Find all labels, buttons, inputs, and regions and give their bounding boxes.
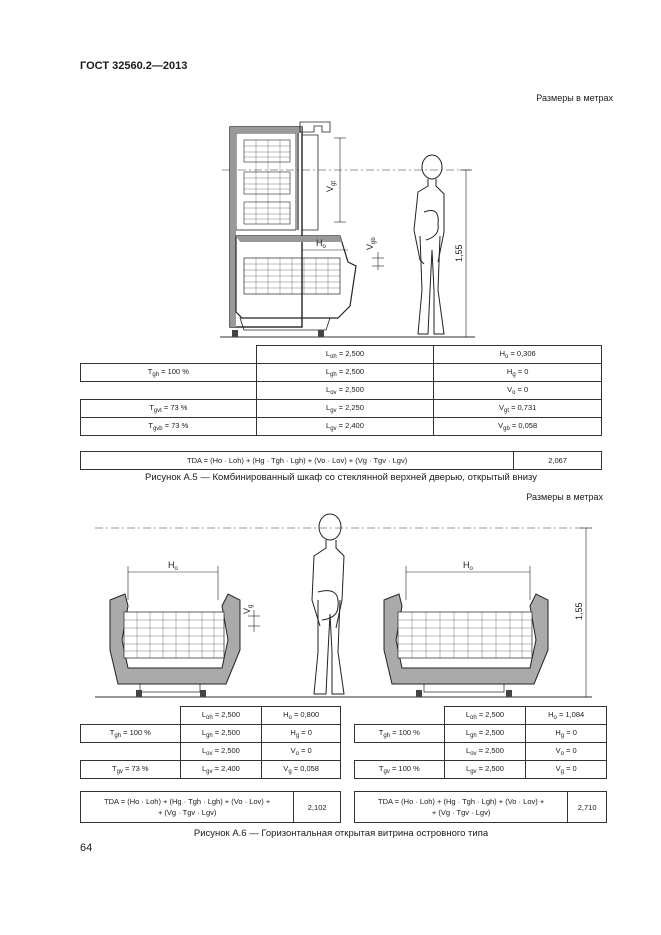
table-row: $L_{ov} = 2,500$ $V_o = 0$ xyxy=(81,382,602,400)
tda-formula xyxy=(355,792,568,823)
tda-row xyxy=(355,792,607,823)
tda-table-a6-right xyxy=(354,791,607,823)
height-label-a5: 1,55 xyxy=(454,244,464,262)
vg-label-a6: $V_g$ xyxy=(242,604,254,614)
table-row: $L_{oh} = 2,500$ $H_o = 0,306$ xyxy=(81,346,602,364)
vgt-label: $V_{gt}$ xyxy=(325,180,337,192)
tda-formula-line1: TDA = (Ho · Loh) + (Hg · Tgh · Lgh) + (Vo · Lov) + xyxy=(378,797,545,806)
tda-table-a6-left xyxy=(80,791,341,823)
table-row: $T_{gh} = 100$ % $L_{gh} = 2,500$ $H_g = 0$ xyxy=(355,725,607,743)
table-row: $L_{ov} = 2,500$ $V_o = 0$ xyxy=(81,743,341,761)
ho-label-a6-left: $H_o$ xyxy=(168,560,178,572)
table-row: $T_{gvt} = 73$ % $L_{gv} = 2,250$ $V_{gt} = 0,731$ xyxy=(81,400,602,418)
dimensions-note-a5: Размеры в метрах xyxy=(536,93,613,103)
caption-a5: Рисунок А.5 — Комбинированный шкаф со стеклянной верхней дверью, открытый внизу xyxy=(144,472,537,483)
tda-value: 2,102 xyxy=(294,792,341,823)
ho-label-a6-right: $H_o$ xyxy=(463,560,473,572)
height-label-a6: 1,55 xyxy=(574,602,584,620)
table-row: $T_{gv} = 100$ % $L_{gv} = 2,500$ $V_g = 0$ xyxy=(355,761,607,779)
table-row: $L_{ov} = 2,500$ $V_o = 0$ xyxy=(355,743,607,761)
document-header: ГОСТ 32560.2—2013 xyxy=(80,60,188,72)
tda-value: 2,067 xyxy=(514,452,602,470)
tda-formula xyxy=(81,792,294,823)
table-row: $L_{oh} = 2,500$ $H_o = 0,800$ xyxy=(81,707,341,725)
table-row: $T_{gh} = 100$ % $L_{gh} = 2,500$ $H_g = 0$ xyxy=(81,364,602,382)
table-a6-left xyxy=(80,706,341,779)
page-number: 64 xyxy=(80,842,93,854)
vgb-label: $V_{gb}$ xyxy=(365,237,377,250)
tda-formula: TDA = (Ho · Loh) + (Hg · Tgh · Lgh) + (Vo · Lov) + (Vg · Tgv · Lgv) xyxy=(81,452,514,470)
table-row: $T_{gvb} = 73$ % $L_{gv} = 2,400$ $V_{gb} = 0,058$ xyxy=(81,418,602,436)
tda-formula-line2: + (Vg · Tgv · Lgv) xyxy=(431,808,491,817)
tda-value: 2,710 xyxy=(568,792,607,823)
table-row: $T_{gh} = 100$ % $L_{gh} = 2,500$ $H_g = 0$ xyxy=(81,725,341,743)
table-row: $L_{oh} = 2,500$ $H_o = 1,084$ xyxy=(355,707,607,725)
caption-a6: Рисунок А.6 — Горизонтальная открытая витрина островного типа xyxy=(193,828,489,839)
tda-formula-line2: + (Vg · Tgv · Lgv) xyxy=(157,808,217,817)
table-row: $T_{gv} = 73$ % $L_{gv} = 2,400$ $V_g = 0,058$ xyxy=(81,761,341,779)
tda-row xyxy=(81,792,341,823)
dimensions-note-a6: Размеры в метрах xyxy=(526,492,603,502)
tda-formula-line1: TDA = (Ho · Loh) + (Hg · Tgh · Lgh) + (Vo · Lov) + xyxy=(104,797,271,806)
table-a6-right xyxy=(354,706,607,779)
ho-label-a5: $H_o$ xyxy=(316,238,326,250)
